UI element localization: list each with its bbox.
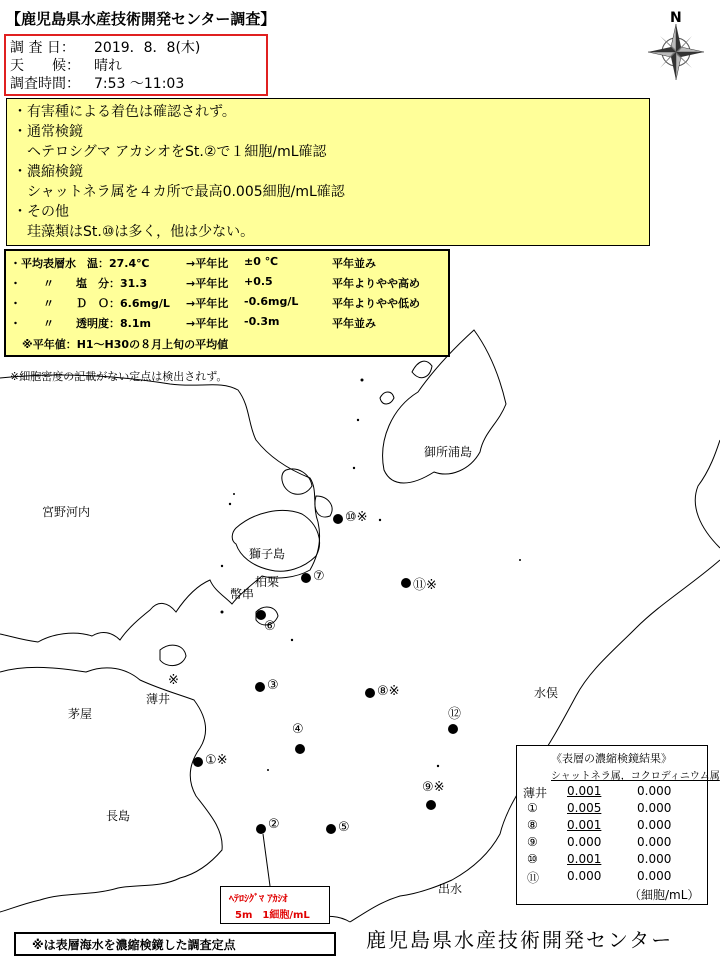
wq-diff: ±0 ℃: [244, 255, 279, 268]
wq-assessment: 平年よりやや低め: [332, 297, 420, 310]
wq-label: ・平均表層水 温：27.4℃: [10, 257, 150, 270]
wq-arrow: →平年比: [186, 317, 229, 330]
legend-cochlodinium: 0.000: [637, 835, 672, 849]
survey-date-value: 2019．8．8(木): [94, 40, 201, 56]
place-shishijima: 獅子島: [249, 547, 286, 561]
place-hokuri: 柏栗: [255, 575, 280, 589]
notice-line: ・有害種による着色は確認されず。: [13, 104, 236, 120]
concentration-station-note: [14, 932, 336, 956]
station-4-label: ④: [292, 722, 304, 737]
survey-weather-value: 晴れ: [94, 58, 122, 74]
station-3-marker: [255, 682, 265, 692]
survey-time-value: 7:53 ～11:03: [94, 76, 185, 92]
station-markers: [193, 514, 458, 834]
notice-line: ・通常検鏡: [13, 124, 83, 140]
wq-arrow: →平年比: [186, 277, 229, 290]
station-12-label: ⑫: [448, 707, 462, 722]
place-minamata: 水俣: [534, 686, 559, 700]
notice-line: ・濃縮検鏡: [13, 164, 83, 180]
survey-time-row: [10, 73, 184, 93]
wq-diff: -0.3m: [244, 315, 280, 328]
place-nagashima: 長島: [106, 809, 131, 823]
compass-icon: [644, 6, 708, 88]
station-3-label: ③: [267, 678, 279, 693]
notice-box: [6, 98, 650, 246]
wq-assessment: 平年よりやや高め: [332, 277, 420, 290]
legend-station: ⑩: [527, 852, 538, 866]
wq-label: ・ 〃 Ｄ Ｏ：6.6mg/L: [10, 297, 170, 310]
legend-station: 薄井: [523, 786, 548, 800]
wq-label: ・ 〃 透明度：8.1m: [10, 317, 151, 330]
place-kohama: 幣串: [230, 587, 255, 601]
survey-weather-row: [10, 55, 122, 75]
survey-info-box: [4, 34, 268, 96]
notice-line: ヘテロシグマ アカシオをSt.②で１細胞/mL確認: [13, 144, 327, 160]
place-izumi: 出水: [438, 882, 463, 896]
wq-diff: -0.6mg/L: [244, 295, 299, 308]
station-2-label: ②: [268, 817, 280, 832]
callout-leader-line: [263, 834, 270, 886]
station-4-marker: [295, 744, 305, 754]
legend-station: ⑧: [527, 818, 538, 832]
station-5-label: ⑤: [338, 820, 350, 835]
legend-chattonella: 0.001: [567, 818, 602, 832]
legend-cochlodinium: 0.000: [637, 852, 672, 866]
station-1-label: ①※: [205, 753, 228, 768]
legend-cochlodinium: 0.000: [637, 869, 672, 883]
wq-diff: +0.5: [244, 275, 273, 288]
legend-header: シャットネラ属，コクロディニウム属: [551, 771, 720, 782]
organization-name: 鹿児島県水産技術開発センター: [366, 928, 674, 952]
station-9-marker: [426, 800, 436, 810]
legend-chattonella: 0.005: [567, 801, 602, 815]
station-5-marker: [326, 824, 336, 834]
detection-footnote: ※細胞密度の記載がない定点は検出されず。: [10, 370, 228, 383]
station-7-label: ⑦: [313, 569, 325, 584]
station-8-label: ⑧※: [377, 684, 400, 699]
wq-label: ・ 〃 塩 分：31.3: [10, 277, 148, 290]
legend-station: ⑨: [527, 835, 538, 849]
station-8-marker: [365, 688, 375, 698]
legend-station: ①: [527, 801, 538, 815]
notice-line: シャットネラ属を４カ所で最高0.005細胞/mL確認: [13, 184, 345, 200]
legend-chattonella: 0.000: [567, 835, 602, 849]
survey-date-label: 調 査 日：: [10, 40, 75, 56]
wq-arrow: →平年比: [186, 257, 229, 270]
legend-chattonella: 0.001: [567, 852, 602, 866]
station-11-marker: [401, 578, 411, 588]
legend-cochlodinium: 0.000: [637, 784, 672, 798]
water-quality-box: [4, 249, 450, 357]
legend-cochlodinium: 0.000: [637, 818, 672, 832]
station-usui-mark: ※: [168, 673, 179, 688]
legend-cochlodinium: 0.000: [637, 801, 672, 815]
wq-normal-note: ※平年値：H1～H30の８月上旬の平均値: [22, 338, 229, 351]
notice-line: ・その他: [13, 204, 69, 220]
place-usui: 薄井: [146, 692, 171, 706]
wq-assessment: 平年並み: [332, 317, 376, 330]
legend-chattonella: 0.000: [567, 869, 602, 883]
station-12-marker: [448, 724, 458, 734]
callout-detail: 5m 1細胞/mL: [235, 910, 310, 921]
station-1-marker: [193, 757, 203, 767]
bottom-note-text: ※は表層海水を濃縮検鏡した調査定点: [32, 938, 236, 952]
station-2-marker: [256, 824, 266, 834]
heterosigma-callout: [220, 886, 330, 924]
legend-title: 《表層の濃縮検鏡結果》: [551, 752, 672, 765]
station-10-label: ⑩※: [345, 510, 368, 525]
survey-weather-label: 天 候：: [10, 58, 80, 74]
legend-unit: （細胞/mL）: [629, 888, 700, 902]
station-6-label: ⑥: [264, 619, 276, 634]
survey-time-label: 調査時間：: [10, 76, 80, 92]
place-kayashima: 茅屋: [68, 707, 93, 721]
page-title: 【鹿児島県水産技術開発センター調査】: [6, 10, 276, 28]
legend-chattonella: 0.001: [567, 784, 602, 798]
wq-arrow: →平年比: [186, 297, 229, 310]
station-7-marker: [301, 573, 311, 583]
station-11-label: ⑪※: [413, 578, 437, 593]
place-miyanogawachi: 宮野河内: [42, 505, 91, 519]
wq-assessment: 平年並み: [332, 257, 376, 270]
concentration-legend: [516, 745, 720, 905]
station-9-label: ⑨※: [422, 780, 445, 795]
place-goshoura: 御所浦島: [424, 445, 473, 459]
callout-species: ﾍﾃﾛｼｸﾞﾏ ｱｶｼｵ: [229, 894, 288, 905]
notice-line: 珪藻類はSt.⑩は多く，他は少ない。: [13, 224, 255, 240]
survey-date-row: [10, 37, 200, 57]
compass-north-label: N: [670, 10, 682, 26]
legend-station: ⑪: [527, 871, 540, 885]
station-10-marker: [333, 514, 343, 524]
